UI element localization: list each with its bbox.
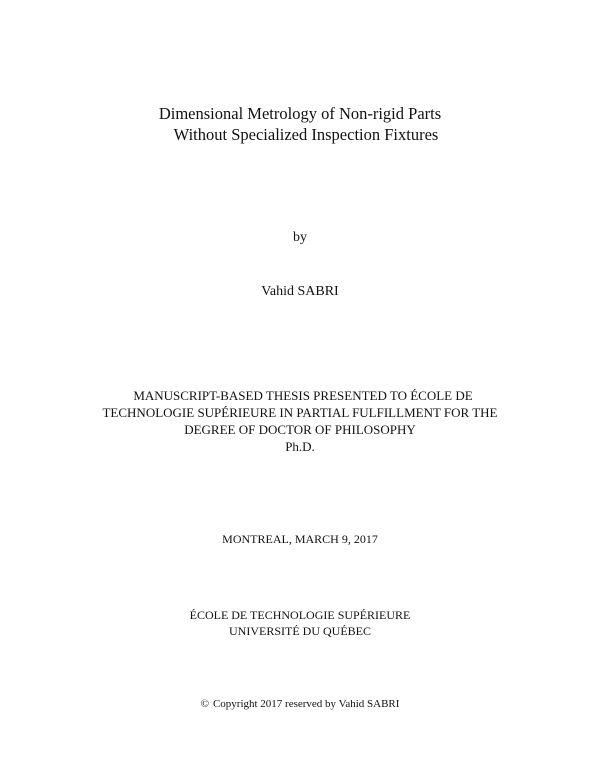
thesis-statement-line-2: TECHNOLOGIE SUPÉRIEURE IN PARTIAL FULFILLMENT FOR THE: [102, 405, 498, 420]
institution-line-1: ÉCOLE DE TECHNOLOGIE SUPÉRIEURE: [189, 608, 411, 622]
thesis-statement-line-3: DEGREE OF DOCTOR OF PHILOSOPHY: [184, 422, 416, 437]
degree-abbreviation: Ph.D.: [285, 439, 315, 454]
copyright-icon: ©: [200, 698, 209, 710]
institution: [0, 607, 600, 639]
author-name: Vahid SABRI: [261, 284, 339, 299]
thesis-statement: [0, 387, 600, 455]
copyright-text: Copyright 2017 reserved by Vahid SABRI: [212, 698, 400, 710]
place-and-date: MONTREAL, MARCH 9, 2017: [222, 532, 378, 546]
by-label: by: [293, 230, 307, 245]
thesis-title-line-2: Without Specialized Inspection Fixtures: [173, 125, 439, 144]
thesis-title-line-1: Dimensional Metrology of Non-rigid Parts: [158, 104, 442, 123]
institution-line-2: UNIVERSITÉ DU QUÉBEC: [229, 624, 371, 638]
copyright-notice: [0, 697, 600, 712]
thesis-statement-line-1: MANUSCRIPT-BASED THESIS PRESENTED TO ÉCOLE DE: [133, 388, 473, 403]
thesis-title: [0, 103, 600, 145]
